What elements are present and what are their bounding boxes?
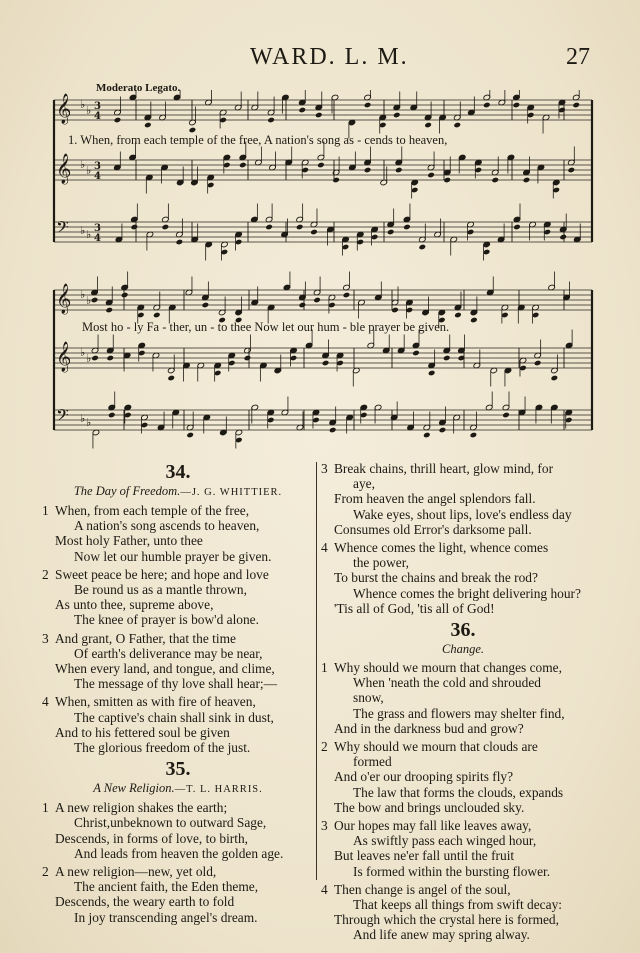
verse-number: 2 (321, 739, 328, 755)
hymn-number: 35. (165, 758, 191, 781)
hymn-author: —T. L. HARRIS. (174, 784, 263, 796)
verse-line: Now let our humble prayer be given. (74, 548, 272, 564)
note-head (403, 224, 411, 231)
note-head (523, 177, 531, 184)
note-head (513, 102, 521, 109)
flat-sign: ♭ (86, 228, 92, 241)
verse (321, 818, 605, 879)
flat-sign: ♭ (86, 416, 92, 429)
verse-line (321, 660, 605, 675)
verse-number: 3 (321, 818, 328, 834)
verse-line: The law that forms the clouds, expands (353, 784, 564, 800)
verse (321, 882, 605, 943)
verse-text: Break chains, thrill heart, glow mind, for (334, 461, 554, 476)
flat-sign: ♭ (86, 164, 92, 177)
verse (321, 660, 605, 736)
hymn-title: Change. (441, 642, 484, 657)
verse-line: The message of thy love shall hear;— (74, 676, 278, 692)
verse-line: The captive's chain shall sink in dust, (74, 709, 274, 725)
verse-number: 1 (42, 503, 49, 518)
verse-line: Is formed within the bursting flower. (353, 863, 551, 879)
verse-line (42, 694, 314, 709)
left-column (42, 458, 314, 925)
note-head (105, 307, 113, 314)
verse-text: Why should we mourn that changes come, (334, 660, 562, 676)
time-signature-bottom: 4 (94, 233, 101, 244)
note-head (176, 239, 184, 246)
note-head (453, 122, 461, 129)
treble-clef: 𝄞 (56, 154, 72, 184)
verse-line: And o'er our drooping spirits fly? (334, 769, 514, 785)
treble-clef: 𝄞 (56, 342, 72, 372)
hymn-subtitle (42, 781, 314, 797)
verse-text: A new religion shakes the earth; (55, 800, 228, 816)
verse-text: When, from each temple of the free, (55, 503, 250, 518)
verse (42, 631, 314, 692)
note-head (296, 224, 304, 231)
verse-text: Our hopes may fall like leaves away, (334, 818, 532, 834)
hymn-subtitle (42, 484, 314, 500)
verse-line: the power, (353, 555, 409, 571)
note-head (186, 432, 194, 439)
verse-line (42, 800, 314, 815)
note-head (298, 107, 306, 114)
note-head (114, 117, 122, 124)
verse-text: Sweet peace be here; and hope and love (55, 566, 269, 582)
verse-line: Through which the crystal here is formed, (334, 912, 559, 928)
flat-sign: ♭ (80, 98, 86, 111)
note-head (313, 297, 321, 304)
verse-line: The grass and flowers may shelter find, (353, 705, 565, 721)
note-head (202, 302, 210, 309)
verse-text: Why should we mourn that clouds are (334, 739, 538, 755)
verse-line: But leaves ne'er fall until the fruit (334, 848, 515, 864)
verse-line: And life anew may spring alway. (353, 927, 530, 943)
note-head (412, 350, 420, 357)
verse-number: 3 (321, 461, 328, 476)
verse-line: And leads from heaven the golden age. (74, 845, 284, 861)
verse-line: Wake eyes, shout lips, love's endless day (353, 506, 572, 522)
note-head (108, 412, 116, 419)
verse-number: 1 (42, 800, 49, 816)
verse-line: aye, (353, 476, 375, 492)
note-head (443, 355, 451, 362)
note-head (332, 177, 340, 184)
note-head (427, 172, 435, 179)
verse-line: snow, (353, 690, 384, 706)
note-head (568, 167, 576, 174)
note-head (343, 292, 351, 299)
note-head (364, 102, 372, 109)
verse-line: Be round us as a mantle thrown, (74, 582, 247, 598)
flat-sign: ♭ (86, 104, 92, 117)
verse-line: From heaven the angel splendors fall. (334, 491, 536, 507)
verse-line: In joy transcending angel's dream. (74, 909, 258, 925)
note-head (131, 224, 139, 231)
verse-number: 4 (42, 694, 49, 710)
verse-line: Most holy Father, unto thee (55, 533, 203, 549)
column-divider (316, 462, 317, 880)
verse-line: When every land, and tongue, and clime, (55, 661, 275, 677)
verse-line: The ancient faith, the Eden theme, (74, 879, 259, 895)
note-head (428, 370, 436, 377)
verse-line: Descends, in forms of love, to birth, (55, 830, 249, 846)
verse-line (321, 882, 605, 897)
note-head (470, 432, 478, 439)
verse-number: 4 (321, 540, 328, 556)
verse-line: As swiftly pass each winged hour, (353, 833, 537, 849)
flat-sign: ♭ (80, 346, 86, 359)
verse-text: Whence comes the light, whence comes (334, 540, 549, 556)
verse (42, 567, 314, 628)
note-head (551, 375, 559, 382)
verse-line (321, 739, 605, 754)
lyric-line-2: Most ho - ly Fa - ther, un - to thee Now let our hum - ble prayer be given. (82, 320, 450, 334)
note-head (265, 224, 273, 231)
verse (321, 461, 605, 537)
verse (321, 739, 605, 815)
verse-text: A new religion—new, yet old, (55, 864, 217, 880)
note-head (153, 312, 161, 319)
verse-line (42, 864, 314, 879)
note-head (443, 177, 451, 184)
note-head (329, 427, 337, 434)
verse-line: Christ,unbeknown to outward Sage, (74, 815, 267, 831)
verse-number: 4 (321, 881, 328, 897)
verse-line: When 'neath the cold and shrouded (353, 675, 541, 691)
note-head (387, 229, 395, 236)
note-head (470, 317, 478, 324)
verse-line: Of earth's deliverance may be near, (74, 645, 263, 661)
verse-number: 1 (321, 660, 328, 676)
note-head (439, 427, 447, 434)
note-head (559, 234, 567, 241)
note-head (322, 360, 330, 367)
note-head (91, 297, 99, 304)
verse (42, 503, 314, 564)
note-head (121, 292, 129, 299)
note-head (424, 122, 432, 129)
note-head (513, 224, 521, 231)
verse-line (42, 631, 314, 646)
hymn-author: —J. G. WHITTIER. (180, 487, 283, 498)
verse-line: Consumes old Error's darksome pall. (334, 521, 532, 537)
verse-line (42, 567, 314, 582)
verse-line: formed (353, 754, 392, 770)
flat-sign: ♭ (80, 288, 86, 301)
verse-line (321, 461, 605, 476)
time-signature-top: 3 (94, 223, 101, 234)
right-column (321, 458, 605, 943)
note-head (423, 432, 431, 439)
tune-title: WARD. L. M. (250, 44, 409, 70)
verse-line: The knee of prayer is bow'd alone. (74, 612, 259, 628)
note-head (502, 412, 510, 419)
note-head (393, 112, 401, 119)
hymn-title: The Day of Freedom. (73, 484, 181, 498)
note-head (572, 102, 580, 109)
lyric-line-1: 1. When, from each temple of the free, A nation's song as - cends to heaven, (68, 133, 448, 147)
hymn-title: A New Religion. (93, 781, 175, 796)
note-head (310, 229, 318, 236)
verse-line: A nation's song ascends to heaven, (74, 518, 260, 534)
page-number: 27 (566, 44, 590, 70)
time-signature-bottom: 4 (94, 111, 101, 122)
verse-text: And grant, O Father, that the time (55, 630, 236, 646)
note-head (167, 375, 175, 382)
note-head (239, 162, 247, 169)
verse-text: When, smitten as with fire of heaven, (55, 694, 256, 710)
note-head (454, 312, 462, 319)
verse-line (42, 503, 314, 518)
flat-sign: ♭ (86, 352, 92, 365)
note-head (364, 167, 372, 174)
note-head (162, 224, 170, 231)
note-head (419, 244, 427, 251)
verse-line: The bow and brings unclouded sky. (334, 799, 525, 815)
hymn-number: 34. (165, 461, 191, 483)
verse-number: 2 (42, 864, 49, 880)
note-head (144, 122, 152, 129)
verse-line: Whence comes the bright delivering hour? (353, 585, 581, 601)
note-head (244, 355, 252, 362)
hymn-number: 36. (450, 619, 476, 642)
verse-line (321, 818, 605, 833)
page-header (0, 44, 640, 78)
treble-clef: 𝄞 (56, 94, 72, 124)
time-signature-bottom: 4 (94, 171, 101, 182)
flat-sign: ♭ (86, 294, 92, 307)
verse (42, 694, 314, 755)
verse-line: And to his fettered soul be given (55, 724, 230, 740)
note-head (483, 102, 491, 109)
note-head (317, 162, 325, 169)
flat-sign: ♭ (80, 412, 86, 425)
note-head (91, 355, 99, 362)
flat-sign: ♭ (80, 224, 86, 237)
verse (42, 800, 314, 861)
time-signature-top: 3 (94, 101, 101, 112)
flat-sign: ♭ (80, 158, 86, 171)
verse-line: That keeps all things from swift decay: (353, 897, 562, 913)
verse (321, 540, 605, 616)
note-head (491, 177, 499, 184)
verse-line: Descends, the weary earth to fold (55, 894, 235, 910)
treble-clef: 𝄞 (56, 284, 72, 314)
verse-number: 2 (42, 566, 49, 582)
note-head (315, 112, 323, 119)
note-head (299, 302, 307, 309)
hymn-subtitle (321, 642, 605, 657)
verse-line: And in the darkness bud and grow? (334, 720, 524, 736)
verse-line (321, 540, 605, 555)
time-signature-top: 3 (94, 161, 101, 172)
tempo-marking: Moderato Legato. (96, 82, 181, 94)
verse-number: 3 (42, 630, 49, 646)
note-head (534, 360, 542, 367)
note-head (106, 355, 114, 362)
note-head (267, 117, 275, 124)
verse-line: 'Tis all of God, 'tis all of God! (334, 600, 495, 616)
bass-clef: 𝄢 (56, 217, 69, 241)
note-head (395, 167, 403, 174)
bass-clef: 𝄢 (56, 405, 69, 429)
verse-line: As unto thee, supreme above, (55, 597, 214, 613)
verse-line: To burst the chains and break the rod? (334, 570, 538, 586)
verse-line: The glorious freedom of the just. (74, 740, 251, 756)
verse-text: Then change is angel of the soul, (334, 881, 511, 897)
verse (42, 864, 314, 925)
